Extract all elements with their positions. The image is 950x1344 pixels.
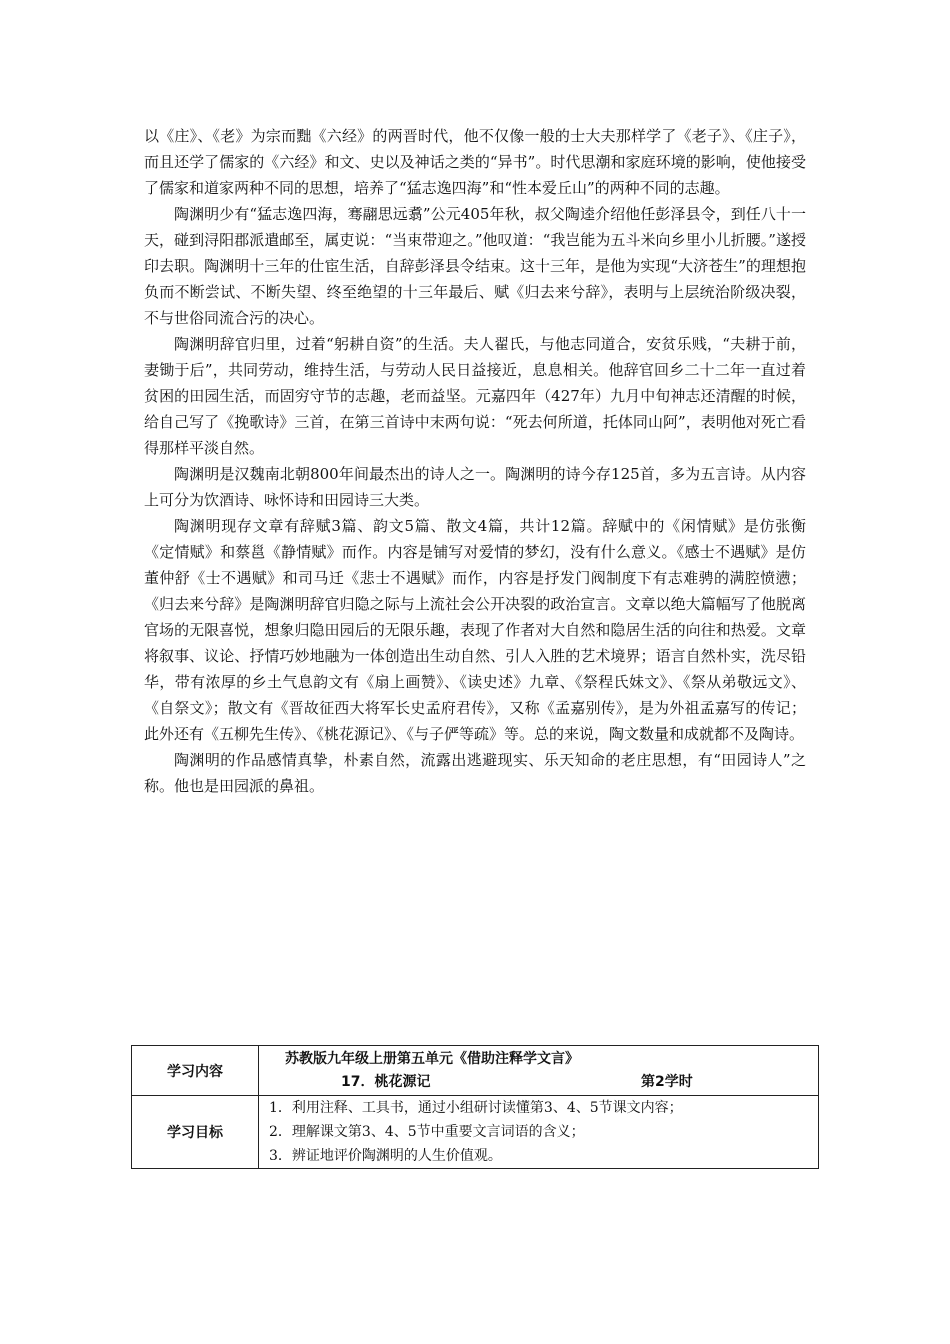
learning-goals-label: 学习目标: [132, 1096, 259, 1169]
learning-content-cell: [259, 1046, 819, 1096]
learning-content-row: [132, 1046, 819, 1096]
goal-item-2: 2．理解课文第3、4、5节中重要文言词语的含义；: [269, 1124, 585, 1140]
paragraph-1: 以《庄》、《老》为宗而黜《六经》的两晋时代，他不仅像一般的士大夫那样学了《老子》、《庄子》，而且还学了儒家的《六经》和文、史以及神话之类的“异书”。时代思潮和家庭环境的影响，使他接受了儒家和道家两种不同的思想，培养了“猛志逸四海”和“性本爱丘山”的两种不同的志趣。: [144, 127, 806, 197]
paragraph-4: 陶渊明是汉魏南北朝800年间最杰出的诗人之一。陶渊明的诗今存125首，多为五言诗。从内容上可分为饮酒诗、咏怀诗和田园诗三大类。: [144, 465, 806, 509]
paragraph-3: 陶渊明辞官归里，过着“躬耕自资”的生活。夫人翟氏，与他志同道合，安贫乐贱，“夫耕于前，妻锄于后”，共同劳动，维持生活，与劳动人民日益接近，息息相关。他辞官回乡二十二年一直过着贫困的田园生活，而固穷守节的志趣，老而益坚。元嘉四年（427年）九月中旬神志还清醒的时候，给自己写了《挽歌诗》三首，在第三首诗中末两句说：“死去何所道，托体同山阿”，表明他对死亡看得那样平淡自然。: [144, 335, 806, 457]
goal-item-1: 1．利用注释、工具书，通过小组研讨读懂第3、4、5节课文内容；: [269, 1100, 683, 1116]
lesson-plan-table: [131, 1045, 819, 1169]
unit-title: 苏教版九年级上册第五单元《借助注释学文言》: [285, 1050, 579, 1067]
article-body: [144, 123, 806, 799]
lesson-name: 17．桃花源记: [341, 1073, 431, 1090]
paragraph-6: 陶渊明的作品感情真挚，朴素自然，流露出逃避现实、乐天知命的老庄思想，有“田园诗人”之称。他也是田园派的鼻祖。: [144, 751, 806, 795]
unit-title-line: [259, 1048, 818, 1071]
learning-goals-cell: [259, 1096, 819, 1169]
learning-content-label: 学习内容: [132, 1046, 259, 1096]
lesson-period: 第2学时: [641, 1073, 693, 1090]
paragraph-2: 陶渊明少有“猛志逸四海，骞翮思远翥”公元405年秋，叔父陶逵介绍他任彭泽县令，到任八十一天，碰到浔阳郡派遣邮至，属吏说：“当束带迎之。”他叹道：“我岂能为五斗米向乡里小儿折腰。”遂授印去职。陶渊明十三年的仕宦生活，自辞彭泽县令结束。这十三年，是他为实现“大济苍生”的理想抱负而不断尝试、不断失望、终至绝望的十三年最后、赋《归去来兮辞》，表明与上层统治阶级决裂，不与世俗同流合污的决心。: [144, 205, 806, 327]
lesson-title-line: [259, 1071, 818, 1094]
goal-item-3: 3．辨证地评价陶渊明的人生价值观。: [269, 1148, 502, 1164]
paragraph-5: 陶渊明现存文章有辞赋3篇、韵文5篇、散文4篇，共计12篇。辞赋中的《闲情赋》是仿张衡《定情赋》和蔡邕《静情赋》而作。内容是铺写对爱情的梦幻，没有什么意义。《感士不遇赋》是仿董仲舒《士不遇赋》和司马迁《悲士不遇赋》而作，内容是抒发门阀制度下有志难骋的满腔愤懑；《归去来兮辞》是陶渊明辞官归隐之际与上流社会公开决裂的政治宣言。文章以绝大篇幅写了他脱离官场的无限喜悦，想象归隐田园后的无限乐趣，表现了作者对大自然和隐居生活的向往和热爱。文章将叙事、议论、抒情巧妙地融为一体创造出生动自然、引人入胜的艺术境界；语言自然朴实，洗尽铅华，带有浓厚的乡土气息韵文有《扇上画赞》、《读史述》九章、《祭程氏妹文》、《祭从弟敬远文》、《自祭文》；散文有《晋故征西大将军长史孟府君传》，又称《孟嘉别传》，是为外祖孟嘉写的传记；此外还有《五柳先生传》、《桃花源记》、《与子俨等疏》等。总的来说，陶文数量和成就都不及陶诗。: [144, 517, 806, 743]
learning-goals-row: [132, 1096, 819, 1169]
